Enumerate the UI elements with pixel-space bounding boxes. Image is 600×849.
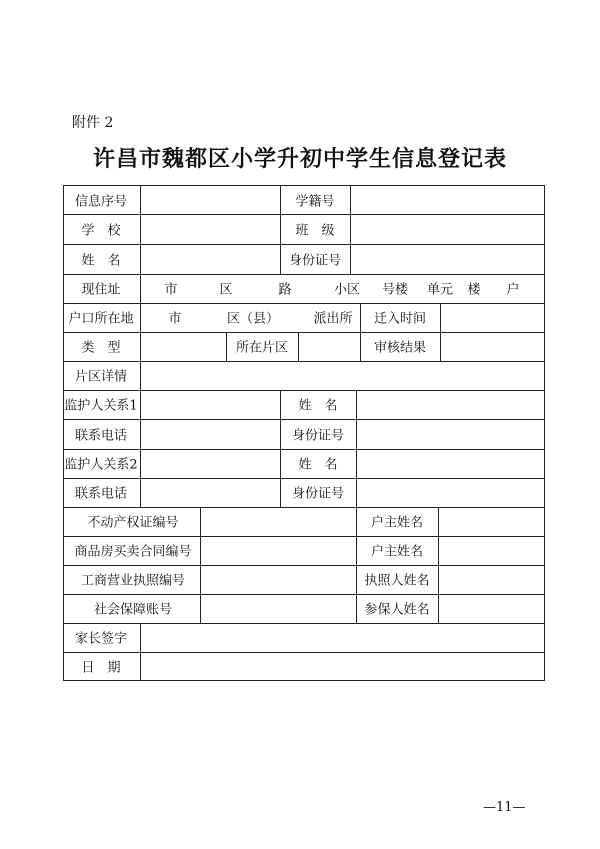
purchase-contract-label: 商品房买卖合同编号 bbox=[74, 544, 192, 560]
hukou-label: 户口所在地 bbox=[68, 311, 134, 327]
address-road: 路 bbox=[278, 282, 292, 298]
guardian2-phone-label: 联系电话 bbox=[74, 486, 128, 502]
guardian1-phone-label: 联系电话 bbox=[74, 428, 128, 444]
insured-person-label: 参保人姓名 bbox=[364, 602, 430, 618]
form-title: 许昌市魏都区小学升初中学生信息登记表 bbox=[92, 146, 507, 172]
student-roll-label: 学籍号 bbox=[295, 194, 335, 210]
class-label: 班 级 bbox=[295, 223, 335, 239]
zone-label: 所在片区 bbox=[235, 340, 289, 356]
hukou-county: 区（县） bbox=[226, 311, 280, 327]
guardian2-name-label: 姓 名 bbox=[298, 457, 338, 473]
guardian2-id-label: 身份证号 bbox=[291, 486, 345, 502]
attachment-label: 附件 2 bbox=[72, 115, 114, 131]
type-label: 类 型 bbox=[81, 340, 121, 356]
address-district: 区 bbox=[219, 282, 233, 298]
review-result-label: 审核结果 bbox=[373, 340, 427, 356]
name-label: 姓 名 bbox=[81, 253, 121, 269]
date-label: 日 期 bbox=[81, 660, 121, 676]
address-floor: 楼 bbox=[467, 282, 481, 298]
hukou-city: 市 bbox=[168, 311, 182, 327]
page-number: —11— bbox=[483, 800, 526, 815]
parent-signature-label: 家长签字 bbox=[74, 631, 128, 647]
contract-owner-label: 户主姓名 bbox=[370, 544, 424, 560]
guardian1-name-label: 姓 名 bbox=[298, 398, 338, 414]
business-license-label: 工商营业执照编号 bbox=[80, 573, 186, 589]
license-holder-label: 执照人姓名 bbox=[364, 573, 430, 589]
id-number-label: 身份证号 bbox=[288, 253, 342, 269]
school-label: 学 校 bbox=[81, 223, 121, 239]
guardian2-relation-label: 监护人关系2 bbox=[64, 457, 138, 473]
address-community: 小区 bbox=[333, 282, 361, 298]
move-in-time-label: 迁入时间 bbox=[373, 311, 427, 327]
address-building: 号楼 bbox=[381, 282, 409, 298]
hukou-police-station: 派出所 bbox=[313, 311, 353, 327]
guardian1-id-label: 身份证号 bbox=[291, 428, 345, 444]
address-household: 户 bbox=[506, 282, 520, 298]
address-label: 现住址 bbox=[81, 282, 121, 298]
property-cert-label: 不动产权证编号 bbox=[87, 515, 179, 531]
address-unit: 单元 bbox=[426, 282, 454, 298]
registration-form-table bbox=[63, 185, 545, 681]
address-city: 市 bbox=[164, 282, 178, 298]
property-owner-label: 户主姓名 bbox=[370, 515, 424, 531]
guardian1-relation-label: 监护人关系1 bbox=[64, 398, 138, 414]
info-seq-label: 信息序号 bbox=[74, 194, 128, 210]
zone-detail-label: 片区详情 bbox=[74, 369, 128, 385]
social-security-label: 社会保障账号 bbox=[93, 602, 173, 618]
